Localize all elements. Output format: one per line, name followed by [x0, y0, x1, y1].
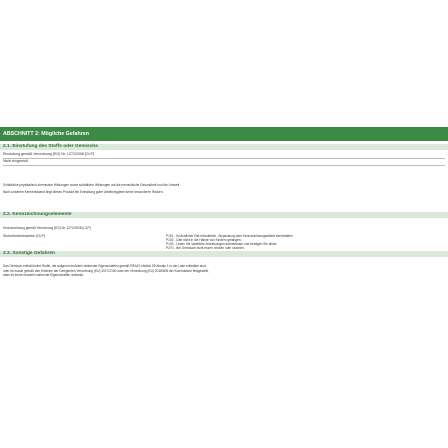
precautionary-statements-label: Sicherheitshinweise (CLP) [3, 234, 46, 238]
subsection-2-1-header: 2.1. Einstufung des Stoffs oder Gemischs [0, 144, 448, 150]
labelling-regulation-text: Kennzeichnung gemäß Verordnung (EG) Nr. 1272/2008 [CLP] [3, 226, 91, 230]
adverse-effects-heading: Schädliche physikalisch-chemische Wirkungen sowie schädliche Wirkungen auf die menschliche Gesundheit und die Umwelt [3, 183, 180, 187]
divider [3, 165, 445, 166]
classification-regulation-text: Einstufung gemäß Verordnung (EG) Nr. 1272/2008 [CLP] [3, 152, 94, 156]
subsection-2-2-header: 2.2. Kennzeichnungselemente [0, 212, 448, 218]
other-hazards-line-2: oder es wurde gemäß den Kriterien der Delegierten Verordnung (EU) 2017/2100 oder der Verordnung (EU) 2018/605 der Kommission festgestellt, [3, 268, 209, 273]
precautionary-statements-list [166, 234, 446, 250]
precautionary-statement-p103: P103 - Lesen Sie sämtliche Anweisungen aufmerksam und befolgen Sie diese. [166, 242, 278, 247]
precautionary-statement-p101: P101 - Ist ärztlicher Rat erforderlich, Verpackung oder Kennzeichnungsetikett bereithalten. [166, 234, 294, 238]
precautionary-statement-p102: P102 - Darf nicht in die Hände von Kindern gelangen. [166, 238, 242, 243]
section-2-header: ABSCHNITT 2: Mögliche Gefahren [0, 127, 448, 141]
subsection-2-3-header: 2.3. Sonstige Gefahren [0, 251, 448, 257]
divider [3, 158, 445, 159]
adverse-effects-text: Nach unserem Kenntnisstand birgt dieses Produkt bei Einhaltung guter Arbeitshygiene keine besonderen Risiken. [3, 190, 164, 194]
precautionary-statement-p270: P270 - Bei Gebrauch nicht essen, trinken oder rauchen. [166, 246, 245, 251]
classification-value: Nicht eingestuft [3, 159, 28, 163]
other-hazards-line-3: dass es keine endokrin wirkende Eigenschaften aufweist. [3, 273, 84, 277]
other-hazards-line-1: Das Gemisch enthält keine Stoffe, die aufgrund endokrin wirkender Eigenschaften gemäß REACH Artikel 59 Absatz 1 in der Liste enthalten sind, [3, 264, 207, 268]
